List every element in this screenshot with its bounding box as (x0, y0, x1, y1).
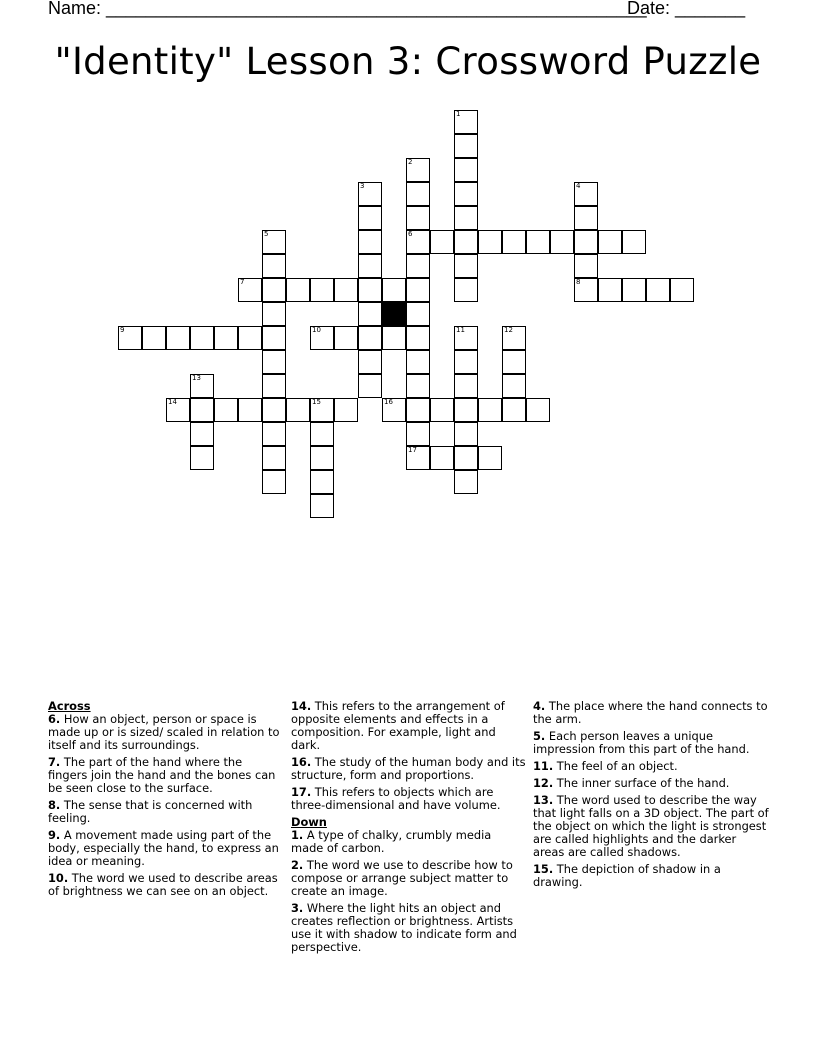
grid-cell[interactable] (406, 254, 430, 278)
grid-cell[interactable] (454, 326, 478, 350)
grid-cell[interactable] (190, 326, 214, 350)
clue-item (533, 730, 769, 756)
page-title: "Identity" Lesson 3: Crossword Puzzle (54, 40, 762, 83)
grid-cell[interactable] (358, 182, 382, 206)
grid-cell[interactable] (430, 446, 454, 470)
clue-text: The depiction of shadow in a drawing. (533, 862, 721, 889)
grid-cell[interactable] (358, 302, 382, 326)
grid-cell[interactable] (358, 278, 382, 302)
grid-cell[interactable] (262, 326, 286, 350)
grid-cell[interactable] (334, 326, 358, 350)
clue-text: Each person leaves a unique impression from this part of the hand. (533, 729, 750, 756)
grid-cell[interactable] (214, 398, 238, 422)
clue-item (533, 794, 769, 859)
grid-cell[interactable] (454, 350, 478, 374)
grid-cell[interactable] (262, 350, 286, 374)
grid-cell[interactable] (358, 254, 382, 278)
date-field-label: Date: _______ (627, 0, 746, 18)
black-cell (382, 302, 406, 326)
clue-column-3 (533, 700, 769, 893)
grid-cell[interactable] (406, 230, 430, 254)
grid-cell[interactable] (118, 326, 142, 350)
clue-item (291, 829, 527, 855)
grid-cell[interactable] (454, 422, 478, 446)
grid-cell[interactable] (502, 398, 526, 422)
clue-text: The sense that is concerned with feeling. (48, 798, 253, 825)
clue-number: 10. (48, 871, 69, 885)
clue-text: The study of the human body and its structure, form and proportions. (291, 755, 526, 782)
grid-cell[interactable] (574, 206, 598, 230)
cell-number: 13 (192, 374, 201, 382)
grid-cell[interactable] (454, 230, 478, 254)
grid-cell[interactable] (334, 278, 358, 302)
grid-cell[interactable] (478, 446, 502, 470)
cell-number: 12 (504, 326, 513, 334)
grid-cell[interactable] (190, 398, 214, 422)
grid-cell[interactable] (574, 182, 598, 206)
clue-item (48, 756, 284, 795)
grid-cell[interactable] (502, 326, 526, 350)
grid-cell[interactable] (382, 326, 406, 350)
clue-text: The inner surface of the hand. (553, 776, 730, 790)
grid-cell[interactable] (262, 374, 286, 398)
cell-number: 14 (168, 398, 177, 406)
clue-number: 15. (533, 862, 554, 876)
grid-cell[interactable] (454, 278, 478, 302)
across-header: Across (48, 699, 91, 713)
cell-number: 9 (120, 326, 125, 334)
clue-item (48, 872, 284, 898)
grid-cell[interactable] (454, 470, 478, 494)
grid-cell[interactable] (310, 398, 334, 422)
clue-item (533, 777, 769, 790)
grid-cell[interactable] (406, 422, 430, 446)
grid-cell[interactable] (358, 206, 382, 230)
grid-cell[interactable] (358, 374, 382, 398)
grid-cell[interactable] (622, 278, 646, 302)
grid-cell[interactable] (310, 470, 334, 494)
clue-text: This refers to objects which are three-dimensional and have volume. (291, 785, 501, 812)
grid-cell[interactable] (358, 230, 382, 254)
grid-cell[interactable] (406, 374, 430, 398)
clue-item (533, 760, 769, 773)
grid-cell[interactable] (454, 206, 478, 230)
cell-number: 2 (408, 158, 413, 166)
clue-number: 4. (533, 699, 546, 713)
grid-cell[interactable] (166, 398, 190, 422)
grid-cell[interactable] (502, 230, 526, 254)
grid-cell[interactable] (214, 326, 238, 350)
grid-cell[interactable] (406, 158, 430, 182)
grid-cell[interactable] (358, 326, 382, 350)
clue-item (48, 829, 284, 868)
clue-text: The place where the hand connects to the arm. (533, 699, 768, 726)
grid-cell[interactable] (406, 398, 430, 422)
grid-cell[interactable] (406, 278, 430, 302)
clue-item (291, 756, 527, 782)
grid-cell[interactable] (310, 494, 334, 518)
grid-cell[interactable] (406, 350, 430, 374)
grid-cell[interactable] (406, 326, 430, 350)
grid-cell[interactable] (238, 278, 262, 302)
cell-number: 6 (408, 230, 413, 238)
clue-list (48, 713, 284, 898)
clue-item (291, 859, 527, 898)
down-header: Down (291, 815, 327, 829)
grid-cell[interactable] (166, 326, 190, 350)
grid-cell[interactable] (598, 230, 622, 254)
clue-item (291, 902, 527, 954)
grid-cell[interactable] (262, 254, 286, 278)
clue-text: A type of chalky, crumbly media made of carbon. (291, 828, 492, 855)
grid-cell[interactable] (454, 398, 478, 422)
grid-cell[interactable] (190, 422, 214, 446)
grid-cell[interactable] (574, 230, 598, 254)
grid-cell[interactable] (262, 470, 286, 494)
grid-cell[interactable] (286, 278, 310, 302)
grid-cell[interactable] (502, 374, 526, 398)
grid-cell[interactable] (574, 254, 598, 278)
grid-cell[interactable] (262, 230, 286, 254)
clue-item (533, 863, 769, 889)
grid-cell[interactable] (406, 302, 430, 326)
grid-cell[interactable] (262, 302, 286, 326)
grid-cell[interactable] (454, 110, 478, 134)
name-field-label: Name: ______________________________________________________ (48, 0, 647, 18)
clue-number: 6. (48, 712, 61, 726)
grid-cell[interactable] (478, 398, 502, 422)
clue-text: This refers to the arrangement of opposite elements and effects in a composition. For example, light and dark. (291, 699, 505, 752)
cell-number: 4 (576, 182, 581, 190)
clue-number: 2. (291, 858, 304, 872)
grid-cell[interactable] (190, 374, 214, 398)
grid-cell[interactable] (478, 230, 502, 254)
clue-item (48, 713, 284, 752)
clue-item (291, 786, 527, 812)
grid-cell[interactable] (454, 374, 478, 398)
grid-cell[interactable] (670, 278, 694, 302)
clue-number: 1. (291, 828, 304, 842)
clue-text: The word we use to describe how to compose or arrange subject matter to create an image. (291, 858, 513, 898)
grid-cell[interactable] (646, 278, 670, 302)
grid-cell[interactable] (406, 206, 430, 230)
clue-number: 3. (291, 901, 304, 915)
grid-cell[interactable] (502, 350, 526, 374)
grid-cell[interactable] (262, 398, 286, 422)
clue-number: 7. (48, 755, 61, 769)
clue-number: 5. (533, 729, 546, 743)
clue-list (291, 829, 527, 954)
cell-number: 5 (264, 230, 269, 238)
grid-cell[interactable] (430, 398, 454, 422)
clue-text: The word used to describe the way that light falls on a 3D object. The part of the object on which the light is strongest are called highlights and the darker areas are called shadows. (533, 793, 769, 859)
clue-number: 8. (48, 798, 61, 812)
cell-number: 10 (312, 326, 321, 334)
grid-cell[interactable] (622, 230, 646, 254)
grid-cell[interactable] (358, 350, 382, 374)
clue-number: 13. (533, 793, 554, 807)
clue-text: The word we used to describe areas of brightness we can see on an object. (48, 871, 278, 898)
grid-cell[interactable] (286, 398, 310, 422)
clue-item (48, 799, 284, 825)
cell-number: 16 (384, 398, 393, 406)
clue-text: Where the light hits an object and creates reflection or brightness. Artists use it with shadow to indicate form and perspective. (291, 901, 517, 954)
grid-cell[interactable] (382, 398, 406, 422)
cell-number: 15 (312, 398, 321, 406)
grid-cell[interactable] (454, 158, 478, 182)
clue-number: 14. (291, 699, 312, 713)
grid-cell[interactable] (430, 230, 454, 254)
cell-number: 17 (408, 446, 417, 454)
grid-cell[interactable] (310, 446, 334, 470)
cell-number: 1 (456, 110, 461, 118)
grid-cell[interactable] (406, 182, 430, 206)
clue-list (533, 700, 769, 889)
grid-cell[interactable] (142, 326, 166, 350)
clue-list (291, 700, 527, 812)
grid-cell[interactable] (310, 278, 334, 302)
grid-cell[interactable] (454, 182, 478, 206)
clue-item (533, 700, 769, 726)
clue-text: How an object, person or space is made up or is sized/ scaled in relation to itself and its surroundings. (48, 712, 280, 752)
grid-cell[interactable] (598, 278, 622, 302)
clue-column-1 (48, 700, 284, 902)
grid-cell[interactable] (238, 398, 262, 422)
clue-text: A movement made using part of the body, especially the hand, to express an idea or meaning. (48, 828, 279, 868)
clue-number: 16. (291, 755, 312, 769)
cell-number: 3 (360, 182, 365, 190)
grid-cell[interactable] (454, 254, 478, 278)
grid-cell[interactable] (406, 446, 430, 470)
clue-number: 12. (533, 776, 554, 790)
grid-cell[interactable] (526, 398, 550, 422)
grid-cell[interactable] (550, 230, 574, 254)
grid-cell[interactable] (262, 278, 286, 302)
grid-cell[interactable] (382, 278, 406, 302)
grid-cell[interactable] (454, 134, 478, 158)
clue-item (291, 700, 527, 752)
grid-cell[interactable] (310, 422, 334, 446)
grid-cell[interactable] (454, 446, 478, 470)
grid-cell[interactable] (238, 326, 262, 350)
grid-cell[interactable] (262, 446, 286, 470)
grid-cell[interactable] (526, 230, 550, 254)
clue-number: 9. (48, 828, 61, 842)
cell-number: 11 (456, 326, 465, 334)
clue-number: 11. (533, 759, 554, 773)
clue-column-2 (291, 700, 527, 958)
grid-cell[interactable] (574, 278, 598, 302)
clue-number: 17. (291, 785, 312, 799)
grid-cell[interactable] (262, 422, 286, 446)
grid-cell[interactable] (334, 398, 358, 422)
cell-number: 8 (576, 278, 581, 286)
grid-cell[interactable] (190, 446, 214, 470)
cell-number: 7 (240, 278, 245, 286)
grid-cell[interactable] (310, 326, 334, 350)
clue-text: The part of the hand where the fingers join the hand and the bones can be seen close to the surface. (48, 755, 276, 795)
clue-text: The feel of an object. (553, 759, 678, 773)
